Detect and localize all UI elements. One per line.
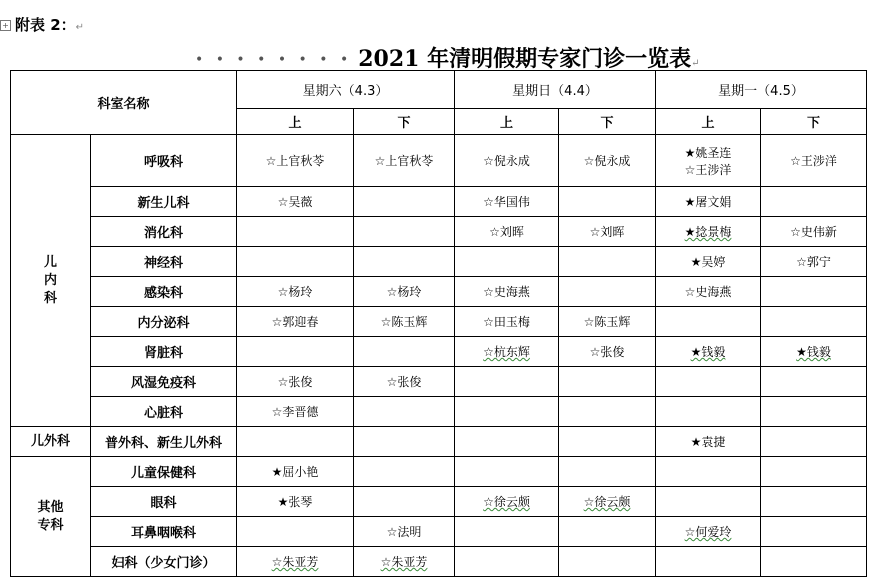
doctor-name: ★张琴 xyxy=(277,495,313,509)
table-row xyxy=(11,547,867,577)
doctor-name: ★捻景梅 xyxy=(684,225,732,239)
doctor-name: ☆华国伟 xyxy=(483,195,530,209)
schedule-cell xyxy=(455,247,559,277)
doctor-name: ☆徐云颇 xyxy=(483,495,530,509)
schedule-cell xyxy=(656,427,761,457)
schedule-table xyxy=(10,70,867,577)
schedule-cell xyxy=(656,307,761,337)
schedule-cell xyxy=(455,367,559,397)
schedule-cell xyxy=(559,247,656,277)
schedule-cell xyxy=(656,187,761,217)
day-header: 星期一（4.5） xyxy=(656,71,867,109)
doctor-name: ☆倪永成 xyxy=(483,154,530,168)
dept-label: 心脏科 xyxy=(91,397,237,427)
schedule-cell xyxy=(237,547,354,577)
schedule-cell xyxy=(656,367,761,397)
schedule-cell xyxy=(455,517,559,547)
session-header: 上 xyxy=(455,109,559,135)
table-row xyxy=(11,187,867,217)
dept-label: 眼科 xyxy=(91,487,237,517)
schedule-cell xyxy=(656,277,761,307)
doctor-name: ☆张俊 xyxy=(277,375,313,389)
schedule-cell xyxy=(354,135,455,187)
schedule-cell xyxy=(559,487,656,517)
schedule-cell xyxy=(455,217,559,247)
schedule-cell xyxy=(761,547,867,577)
schedule-cell xyxy=(354,217,455,247)
paragraph-mark-icon: ↵ xyxy=(75,22,85,33)
schedule-cell xyxy=(455,487,559,517)
schedule-cell xyxy=(354,367,455,397)
doctor-name: ☆史海燕 xyxy=(483,285,530,299)
schedule-cell xyxy=(354,187,455,217)
schedule-cell xyxy=(237,457,354,487)
dept-label: 神经科 xyxy=(91,247,237,277)
schedule-cell xyxy=(559,187,656,217)
schedule-cell xyxy=(656,337,761,367)
doctor-name: ☆倪永成 xyxy=(583,154,631,168)
doctor-name: ★屈小艳 xyxy=(271,465,319,479)
schedule-cell xyxy=(761,427,867,457)
schedule-cell xyxy=(455,457,559,487)
schedule-cell xyxy=(656,217,761,247)
dept-label: 新生儿科 xyxy=(91,187,237,217)
dept-label: 风湿免疫科 xyxy=(91,367,237,397)
schedule-cell xyxy=(354,547,455,577)
schedule-cell xyxy=(354,427,455,457)
doctor-name: ☆杨玲 xyxy=(386,285,422,299)
group-label: 儿外科 xyxy=(11,427,91,457)
schedule-cell xyxy=(559,517,656,547)
schedule-cell xyxy=(559,217,656,247)
doctor-name: ☆何爱玲 xyxy=(684,525,732,539)
schedule-cell xyxy=(455,277,559,307)
doctor-name: ☆刘晖 xyxy=(489,225,524,239)
column-header-dept: 科室名称 xyxy=(11,71,237,135)
schedule-cell xyxy=(761,187,867,217)
table-anchor-icon[interactable]: + xyxy=(0,20,11,31)
table-row xyxy=(11,397,867,427)
schedule-cell xyxy=(237,487,354,517)
doctor-name: ★袁捷 xyxy=(690,435,726,449)
schedule-cell xyxy=(354,517,455,547)
schedule-cell xyxy=(656,457,761,487)
table-row xyxy=(11,487,867,517)
schedule-cell xyxy=(559,427,656,457)
schedule-cell xyxy=(761,277,867,307)
doctor-name: ☆徐云颇 xyxy=(583,495,631,509)
doctor-name: ☆法明 xyxy=(386,525,422,539)
doctor-name: ☆张俊 xyxy=(386,375,422,389)
schedule-cell xyxy=(237,135,354,187)
group-label: 其他 专科 xyxy=(11,457,91,577)
schedule-cell xyxy=(455,307,559,337)
schedule-cell xyxy=(559,457,656,487)
schedule-cell xyxy=(761,397,867,427)
dept-label: 消化科 xyxy=(91,217,237,247)
table-row xyxy=(11,135,867,187)
title-text: 2021 年清明假期专家门诊一览表 xyxy=(358,46,692,72)
schedule-cell xyxy=(455,547,559,577)
doctor-name: ☆郭宁 xyxy=(796,255,831,269)
doctor-name: ☆刘晖 xyxy=(589,225,625,239)
table-row xyxy=(11,457,867,487)
doctor-name: ☆王涉洋 xyxy=(790,154,837,168)
schedule-cell xyxy=(237,337,354,367)
doctor-name: ☆陈玉辉 xyxy=(583,315,631,329)
schedule-cell xyxy=(455,135,559,187)
schedule-cell xyxy=(761,457,867,487)
schedule-cell xyxy=(761,487,867,517)
title-dots: • • • • • • • • xyxy=(195,52,353,68)
schedule-cell xyxy=(237,187,354,217)
schedule-cell xyxy=(354,397,455,427)
doctor-name: ☆史海燕 xyxy=(684,285,732,299)
schedule-cell xyxy=(354,307,455,337)
schedule-cell xyxy=(559,547,656,577)
header-row xyxy=(11,71,867,109)
schedule-cell xyxy=(761,367,867,397)
schedule-cell xyxy=(761,247,867,277)
schedule-cell xyxy=(761,517,867,547)
page-title xyxy=(195,42,700,73)
doctor-name: ★钱毅 xyxy=(796,345,831,359)
doctor-name: ☆上官秋苓 xyxy=(374,154,434,168)
table-row xyxy=(11,307,867,337)
appendix-label-text: 附表 2： xyxy=(15,16,76,34)
session-header: 上 xyxy=(237,109,354,135)
doctor-name: ☆陈玉辉 xyxy=(380,315,428,329)
dept-label: 普外科、新生儿外科 xyxy=(91,427,237,457)
schedule-cell xyxy=(237,307,354,337)
dept-label: 感染科 xyxy=(91,277,237,307)
doctor-name: ☆杭东辉 xyxy=(483,345,530,359)
table-row xyxy=(11,517,867,547)
doctor-name: ★吴婷 xyxy=(690,255,726,269)
table-row xyxy=(11,367,867,397)
dept-label: 内分泌科 xyxy=(91,307,237,337)
schedule-cell xyxy=(656,517,761,547)
doctor-name: ☆田玉梅 xyxy=(483,315,530,329)
doctor-name: ☆史伟新 xyxy=(790,225,837,239)
schedule-cell xyxy=(761,337,867,367)
schedule-cell xyxy=(354,247,455,277)
schedule-cell xyxy=(354,337,455,367)
doctor-name: ☆杨玲 xyxy=(277,285,313,299)
schedule-cell xyxy=(237,517,354,547)
schedule-cell xyxy=(237,277,354,307)
appendix-label xyxy=(0,14,84,35)
schedule-cell xyxy=(656,487,761,517)
schedule-cell xyxy=(656,397,761,427)
doctor-name: ★钱毅 xyxy=(690,345,726,359)
day-header: 星期六（4.3） xyxy=(237,71,455,109)
dept-label: 呼吸科 xyxy=(91,135,237,187)
doctor-name: ☆吴薇 xyxy=(277,195,313,209)
schedule-cell xyxy=(559,277,656,307)
dept-label: 妇科（少女门诊） xyxy=(91,547,237,577)
table-row xyxy=(11,337,867,367)
doctor-name: ★屠文娟 xyxy=(684,195,732,209)
schedule-cell xyxy=(455,337,559,367)
session-header: 下 xyxy=(354,109,455,135)
schedule-cell xyxy=(761,217,867,247)
doctor-name: ☆郭迎春 xyxy=(271,315,319,329)
schedule-cell xyxy=(656,247,761,277)
schedule-cell xyxy=(455,187,559,217)
schedule-cell xyxy=(455,397,559,427)
doctor-name: ☆上官秋苓 xyxy=(265,154,325,168)
paragraph-mark-icon: ↵ xyxy=(691,58,700,69)
schedule-cell xyxy=(656,547,761,577)
dept-label: 儿童保健科 xyxy=(91,457,237,487)
schedule-cell xyxy=(559,367,656,397)
dept-label: 肾脏科 xyxy=(91,337,237,367)
session-header: 下 xyxy=(761,109,867,135)
schedule-cell xyxy=(559,337,656,367)
group-label: 儿 内 科 xyxy=(11,135,91,427)
schedule-cell xyxy=(237,397,354,427)
doctor-name: ☆朱亚芳 xyxy=(271,555,319,569)
schedule-cell xyxy=(237,217,354,247)
schedule-cell xyxy=(761,135,867,187)
schedule-cell xyxy=(761,307,867,337)
schedule-cell xyxy=(656,135,761,187)
schedule-cell xyxy=(455,427,559,457)
dept-label: 耳鼻咽喉科 xyxy=(91,517,237,547)
table-row xyxy=(11,217,867,247)
doctor-name: ★姚圣连 ☆王涉洋 xyxy=(684,145,732,177)
schedule-cell xyxy=(237,247,354,277)
doctor-name: ☆张俊 xyxy=(589,345,625,359)
session-header: 上 xyxy=(656,109,761,135)
doctor-name: ☆李晋德 xyxy=(271,405,319,419)
table-row xyxy=(11,427,867,457)
session-header: 下 xyxy=(559,109,656,135)
schedule-cell xyxy=(559,307,656,337)
schedule-cell xyxy=(237,367,354,397)
schedule-cell xyxy=(354,487,455,517)
doctor-name: ☆朱亚芳 xyxy=(380,555,428,569)
schedule-cell xyxy=(559,397,656,427)
schedule-cell xyxy=(559,135,656,187)
schedule-cell xyxy=(354,457,455,487)
schedule-cell xyxy=(354,277,455,307)
table-row xyxy=(11,277,867,307)
schedule-table-body xyxy=(11,71,867,577)
schedule-cell xyxy=(237,427,354,457)
day-header: 星期日（4.4） xyxy=(455,71,656,109)
table-row xyxy=(11,247,867,277)
